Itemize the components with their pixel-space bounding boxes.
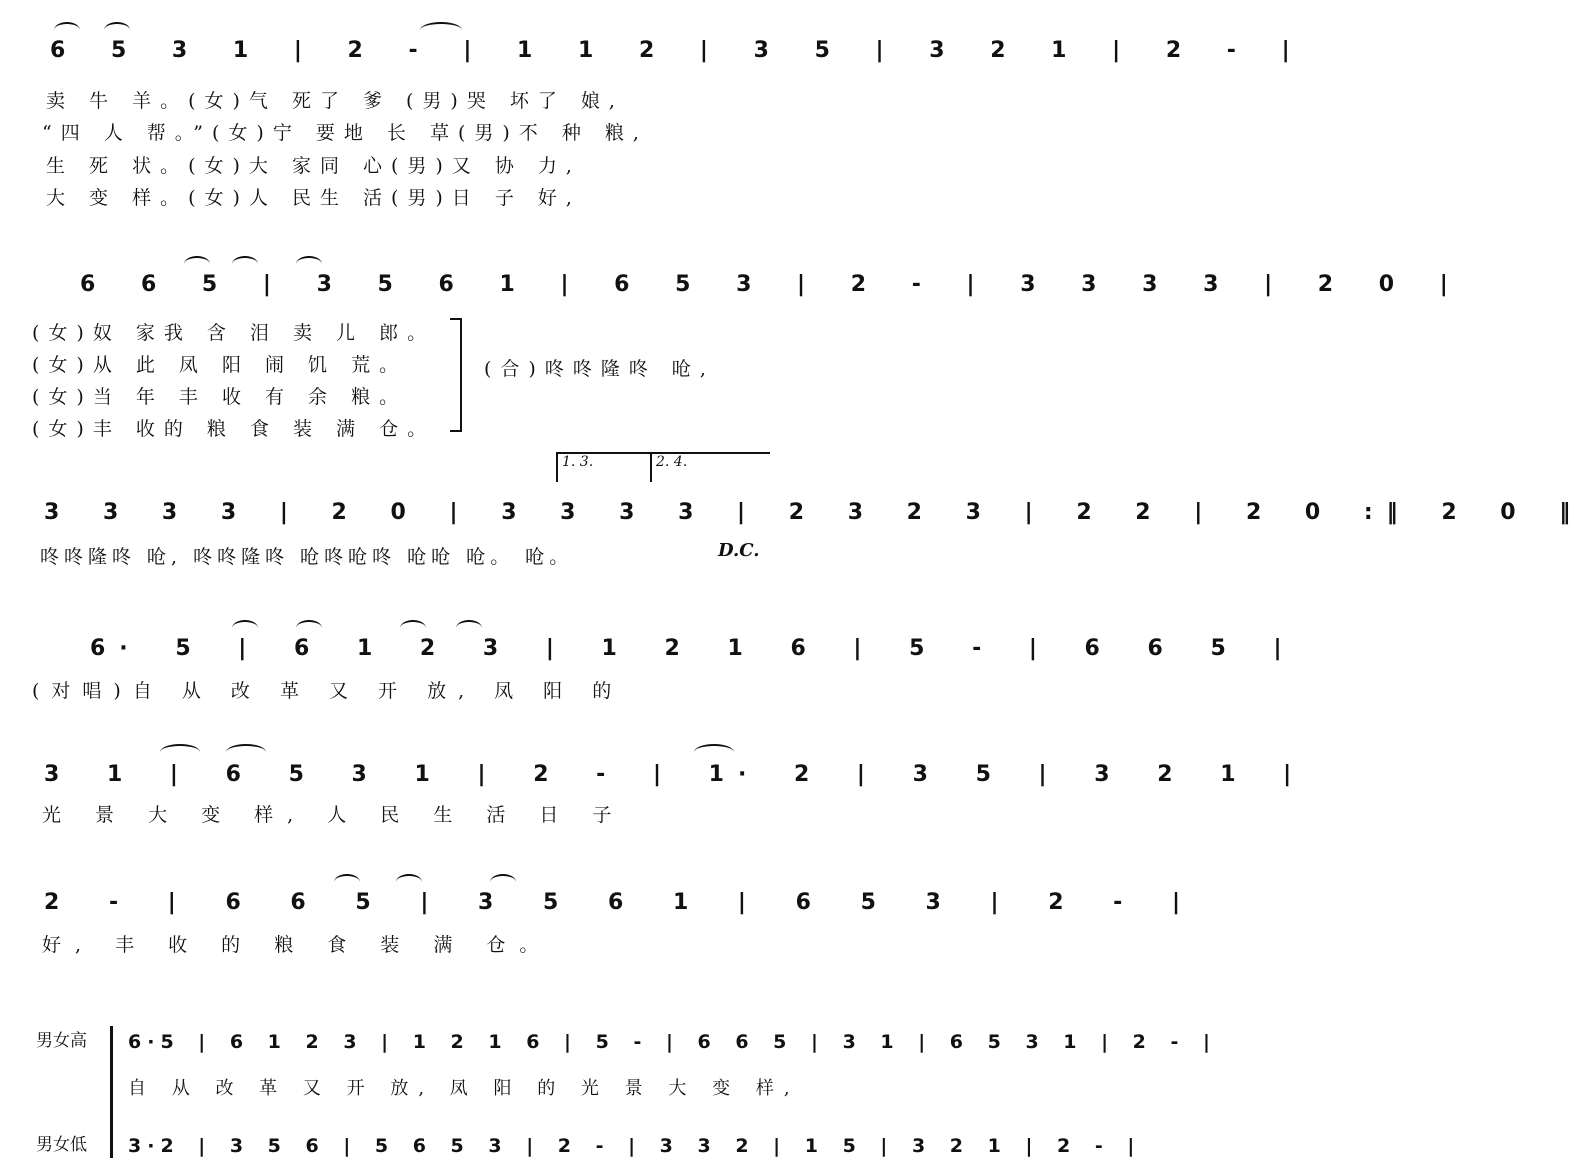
notes-text: 2 - | 6 6 5 | 3 5 6 1 | 6 5 3 | 2 - | [44,889,1194,915]
slur-mark [296,256,322,272]
system-1-notes [50,28,1304,72]
slur-mark [490,874,516,890]
chorus-lyric: (合)咚咚隆咚 呛, [484,358,715,380]
volta-second-ending: 2. 4. [650,452,770,482]
lyric-line: 生 死 状。(女)大 家同 心(男)又 协 力, [46,155,581,177]
lyric-line: (女)当 年 丰 收 有 余 粮。 [32,386,408,408]
notes-text: 3 3 3 3 | 2 0 | 3 3 3 3 | 2 3 2 3 | 2 2 | 2 0 :‖ 2 0 ‖ [44,499,1584,525]
volta-first-ending: 1. 3. [556,452,650,482]
system-7-low-notes [128,1126,1141,1166]
lyric-line: (女)奴 家我 含 泪 卖 儿 郎。 [32,322,436,344]
slur-mark [160,744,200,760]
lyric-line: 自 从 改 革 又 开 放, 凤 阳 的 光 景 大 变 样, [128,1078,800,1099]
notes-text: 6·5 | 6 1 2 3 | 1 2 1 6 | 5 - | 6 6 5 | 3 1 | 6 5 3 1 | 2 - | [128,1031,1216,1053]
slur-mark [396,874,422,890]
part-label-high: 男女高 [36,1031,87,1051]
part-bracket [110,1026,121,1158]
slur-mark [54,22,80,38]
system-3-notes [44,490,1584,534]
da-capo-marking: D.C. [718,540,760,561]
slur-mark [232,256,258,272]
lyric-line: “四 人 帮。”(女)宁 要地 长 草(男)不 种 粮, [42,122,648,144]
slur-mark [184,256,210,272]
slur-mark [400,620,426,636]
slur-mark [232,620,258,636]
slur-mark [296,620,322,636]
slur-mark [226,744,266,760]
system-7-high-notes [128,1022,1216,1062]
notes-text: 6· 5 | 6 1 2 3 | 1 2 1 6 | 5 - | 6 6 5 | [90,635,1296,661]
lyric-line: (对唱)自 从 改 革 又 开 放, 凤 阳 的 [32,680,624,702]
notes-text: 6 6 5 | 3 5 6 1 | 6 5 3 | 2 - | 3 3 3 3 | 2 0 | [80,271,1462,297]
slur-mark [420,22,462,38]
notes-text: 3 1 | 6 5 3 1 | 2 - | 1· 2 | 3 5 | 3 2 1 | [44,761,1306,787]
slur-mark [104,22,130,38]
lyric-line: 卖 牛 羊。(女)气 死了 爹 (男)哭 坏了 娘, [46,90,624,112]
lyric-line: 光 景 大 变 样, 人 民 生 活 日 子 [42,804,626,826]
lyric-line: 咚咚隆咚 呛, 咚咚隆咚 呛咚呛咚 呛呛 呛。 呛。 [40,546,574,568]
system-4-notes [90,626,1296,670]
lyric-line: 大 变 样。(女)人 民生 活(男)日 子 好, [46,187,581,209]
lyric-line: 好, 丰 收 的 粮 食 装 满 仓。 [42,934,553,956]
slur-mark [694,744,734,760]
slur-mark [456,620,482,636]
brace-bracket [450,318,462,432]
part-label-low: 男女低 [36,1135,87,1155]
lyric-line: (女)丰 收的 粮 食 装 满 仓。 [32,418,436,440]
system-5-notes [44,752,1306,796]
lyric-line: (女)从 此 凤 阳 闹 饥 荒。 [32,354,408,376]
slur-mark [334,874,360,890]
notes-text: 3·2 | 3 5 6 | 5 6 5 3 | 2 - | 3 3 2 | 1 5 | 3 2 1 | 2 - | [128,1135,1141,1157]
notes-text: 6 5 3 1 | 2 - | 1 1 2 | 3 5 | 3 2 1 | 2 - | [50,37,1304,63]
